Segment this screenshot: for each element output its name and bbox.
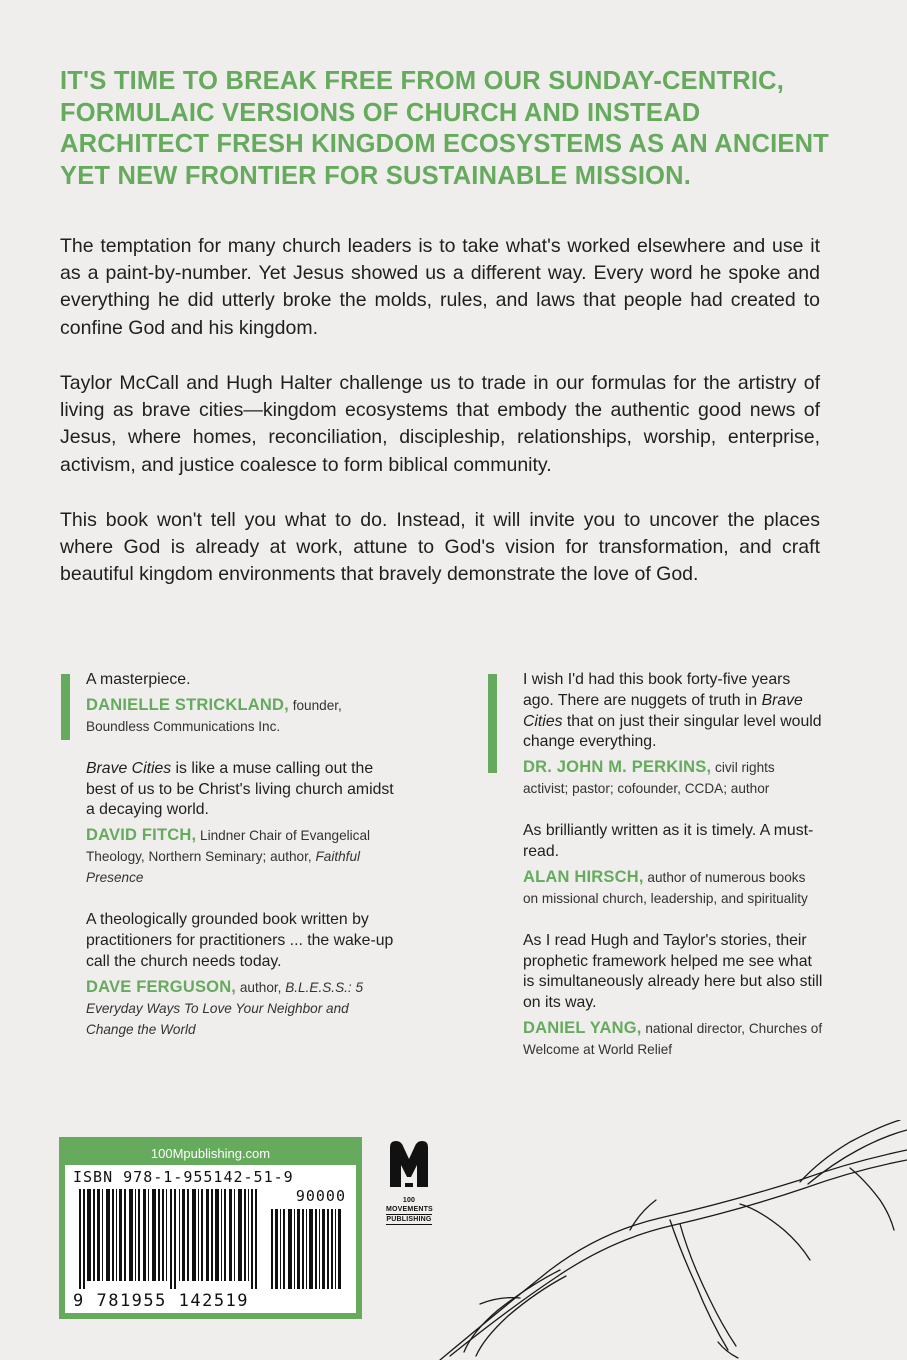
- barcode-digits: 9 781955 142519: [73, 1291, 250, 1311]
- book-title: Brave Cities: [86, 759, 172, 777]
- endorsement: [86, 670, 396, 737]
- quote-accent-bar: [61, 674, 70, 740]
- description-paragraph: This book won't tell you what to do. Instead, it will invite you to uncover the places where God is already at work, attune to God's vision for transformation, and craft beautiful kingdom environments that bravely demonstrate the love of God.: [60, 509, 820, 586]
- endorsement-attribution: [86, 977, 396, 1040]
- endorsement-attribution: [86, 695, 396, 737]
- headline: IT'S TIME TO BREAK FREE FROM OUR SUNDAY-CENTRIC, FORMULAIC VERSIONS OF CHURCH AND INSTEAD ARCHITECT FRESH KINGDOM ECOSYSTEMS AS AN ANCIENT YET NEW FRONTIER FOR SUSTAINABLE MISSION.: [60, 67, 829, 190]
- isbn-text: ISBN 978-1-955142-51-9: [73, 1168, 294, 1186]
- barcode-box: [59, 1137, 362, 1319]
- endorser-role: author,: [236, 979, 286, 995]
- endorsement-quote: As brilliantly written as it is timely. A must-read.: [523, 822, 814, 860]
- endorser-book: Faithful Presence: [86, 849, 361, 886]
- branch-illustration: [380, 1120, 907, 1360]
- endorser-role: national director, Churches of Welcome at World Relief: [523, 1020, 823, 1057]
- endorsement-quote: [523, 670, 823, 753]
- publisher-website: 100Mpublishing.com: [65, 1143, 356, 1165]
- endorser-name: DAVE FERGUSON,: [86, 977, 237, 996]
- endorser-role: author of numerous books on missional church, leadership, and spirituality: [523, 869, 808, 906]
- quote-text: is like a muse calling out the best of us to be Christ's living church amidst a decaying world.: [86, 759, 394, 819]
- endorsement: [523, 821, 823, 909]
- endorsement-quote: A masterpiece.: [86, 671, 191, 688]
- endorsement: [523, 670, 823, 799]
- endorser-role: founder, Boundless Communications Inc.: [86, 697, 342, 734]
- endorsement-attribution: [523, 757, 823, 799]
- endorser-name: DAVID FITCH,: [86, 826, 197, 845]
- endorsement-attribution: [86, 825, 396, 888]
- endorsement: [86, 910, 396, 1039]
- description-paragraph: Taylor McCall and Hugh Halter challenge us to trade in our formulas for the artistry of living as brave cities—kingdom ecosystems that embody the authentic good news of Jesus, where homes, reconciliation, discipleship, relationships, worship, enterprise, activism, and justice coalesce to form biblical community.: [60, 372, 820, 476]
- endorser-name: DR. JOHN M. PERKINS,: [523, 758, 712, 777]
- quote-accent-bar: [488, 674, 497, 773]
- endorser-role: civil rights activist; pastor; cofounder, CCDA; author: [523, 760, 775, 797]
- endorsement: [86, 759, 396, 888]
- endorsements-left: [86, 670, 396, 1040]
- endorsement-attribution: [523, 867, 823, 909]
- endorsement-quote: As I read Hugh and Taylor's stories, their prophetic framework helped me see what is simultaneously already here but also still on its way.: [523, 931, 823, 1012]
- endorser-name: DANIEL YANG,: [523, 1018, 642, 1037]
- quote-text: that on just their singular level would change everything.: [523, 712, 822, 751]
- endorser-name: DANIELLE STRICKLAND,: [86, 695, 289, 714]
- endorser-role: Lindner Chair of Evangelical Theology, Northern Seminary; author,: [86, 828, 371, 865]
- endorsement-quote: [86, 759, 396, 821]
- endorser-name: ALAN HIRSCH,: [523, 867, 644, 886]
- endorsement-attribution: [523, 1018, 823, 1060]
- price-code: 90000: [295, 1187, 346, 1205]
- endorser-book: B.L.E.S.S.: 5 Everyday Ways To Love Your Neighbor and Change the World: [86, 979, 364, 1037]
- logo-text: PUBLISHING: [386, 1216, 432, 1223]
- endorsement: [523, 931, 823, 1060]
- logo-text: 100 MOVEMENTS: [386, 1197, 433, 1213]
- quote-text: I wish I'd had this book forty-five years ago. There are nuggets of truth in: [523, 671, 791, 709]
- endorsements-right: [523, 670, 823, 1060]
- description-paragraph: The temptation for many church leaders is to take what's worked elsewhere and use it as a paint-by-number. Yet Jesus showed us a different way. Every word he spoke and everything he did utterly broke the molds, rules, and laws that people had created to confine God and his kingdom.: [60, 235, 820, 339]
- endorsement-quote: A theologically grounded book written by practitioners for practitioners ... the wake-up call the church needs today.: [86, 911, 394, 970]
- book-title: Brave Cities: [523, 691, 803, 730]
- barcode-bars: [75, 1189, 355, 1291]
